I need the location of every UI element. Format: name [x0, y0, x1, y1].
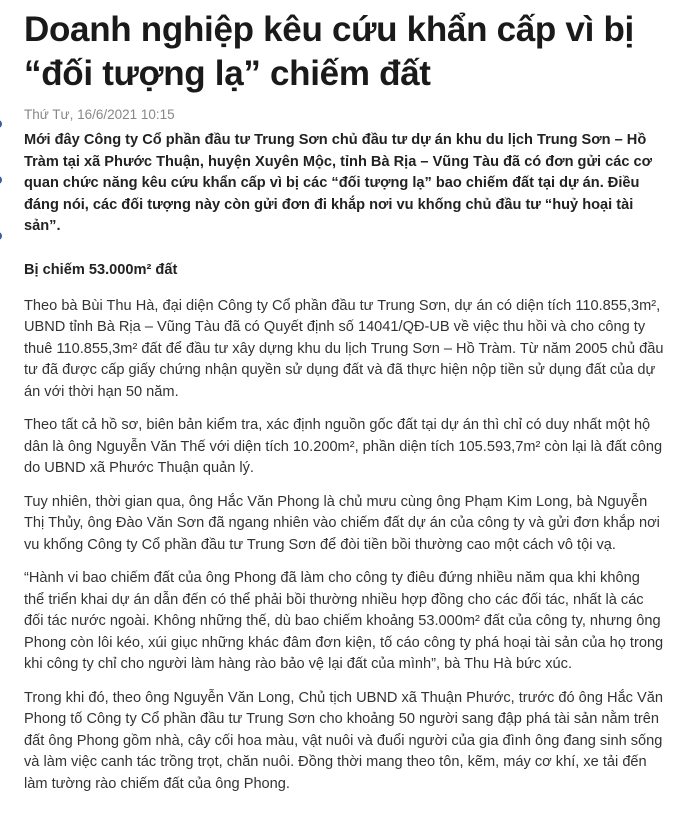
share-facebook-icon[interactable] [0, 120, 2, 128]
article-paragraph: Tuy nhiên, thời gian qua, ông Hắc Văn Phong là chủ mưu cùng ông Phạm Kim Long, bà Nguyễn Thị Thủy, ông Đào Văn Sơn đã ngang nhiên vào chiếm đất dự án của công ty và gửi đơn khắp nơi vu khống Công ty Cổ phần đầu tư Trung Sơn để đòi tiền bồi thường cao một cách vô tội vạ. [24, 493, 660, 553]
share-zalo-icon[interactable] [0, 176, 2, 184]
article-paragraph: Theo bà Bùi Thu Hà, đại diện Công ty Cổ phần đầu tư Trung Sơn, dự án có diện tích 110.855,3m², UBND tỉnh Bà Rịa – Vũng Tàu đã có Quyết định số 14041/QĐ-UB về việc thu hồi và cho công ty thuê 110.855,3m² đất để đầu tư xây dựng khu du lịch Trung Sơn – Hồ Tràm. Từ năm 2005 chủ đầu tư đã được cấp giấy chứng nhận quyền sử dụng đất và đã thực hiện nộp tiền sử dụng đất của dự án với thời hạn 50 năm. [24, 297, 664, 400]
share-link-icon[interactable] [0, 232, 2, 240]
article-sapo: Mới đây Công ty Cổ phần đầu tư Trung Sơn chủ đầu tư dự án khu du lịch Trung Sơn – Hồ Tràm tại xã Phước Thuận, huyện Xuyên Mộc, tỉnh Bà Rịa – Vũng Tàu đã có đơn gửi các cơ quan chức năng kêu cứu khẩn cấp vì bị các “đối tượng lạ” bao chiếm đất tại dự án. Điều đáng nói, các đối tượng này còn gửi đơn đi khắp nơi vu khống chủ đầu tư “huỷ hoại tài sản”. [24, 132, 653, 234]
article-paragraph: Theo tất cả hồ sơ, biên bản kiểm tra, xác định nguồn gốc đất tại dự án thì chỉ có duy nhất một hộ dân là ông Nguyễn Văn Thế với diện tích 10.200m², phần diện tích 105.593,7m² còn lại là đất công do UBND xã Phước Thuận quản lý. [24, 417, 663, 476]
article [24, 8, 664, 807]
article-title: Doanh nghiệp kêu cứu khẩn cấp vì bị “đối tượng lạ” chiếm đất [24, 10, 634, 93]
article-subheading: Bị chiếm 53.000m² đất [24, 261, 178, 278]
article-date: Thứ Tư, 16/6/2021 10:15 [24, 107, 175, 122]
share-sidebar [0, 120, 4, 300]
article-paragraph: “Hành vi bao chiếm đất của ông Phong đã làm cho công ty điêu đứng nhiều năm qua khi không thể triển khai dự án dẫn đến có thể phải bồi thường nhiều hợp đồng cho các đối tác, nhất là các đối tác nước ngoài. Không những thế, dù bao chiếm khoảng 53.000m² đất của công ty, nhưng ông Phong còn lôi kéo, xúi giục những khác đâm đơn kiện, tố cáo công ty phá hoại tài sản của họ trong khi công ty chỉ cho người làm hàng rào bảo vệ lại đất của mình”, bà Thu Hà bức xúc. [24, 570, 664, 672]
article-paragraph: Trong khi đó, theo ông Nguyễn Văn Long, Chủ tịch UBND xã Thuận Phước, trước đó ông Hắc Văn Phong tố Công ty Cổ phần đầu tư Trung Sơn cho khoảng 50 người sang đập phá tài sản nằm trên đất ông Phong gồm nhà, cây cối hoa màu, vật nuôi và đuổi người của gia đình ông đang sinh sống và làm việc canh tác trồng trọt, chăn nuôi. Đồng thời mang theo tôn, kẽm, máy cơ khí, xe tải đến làm tường rào chiếm đất của ông Phong. [24, 689, 664, 792]
